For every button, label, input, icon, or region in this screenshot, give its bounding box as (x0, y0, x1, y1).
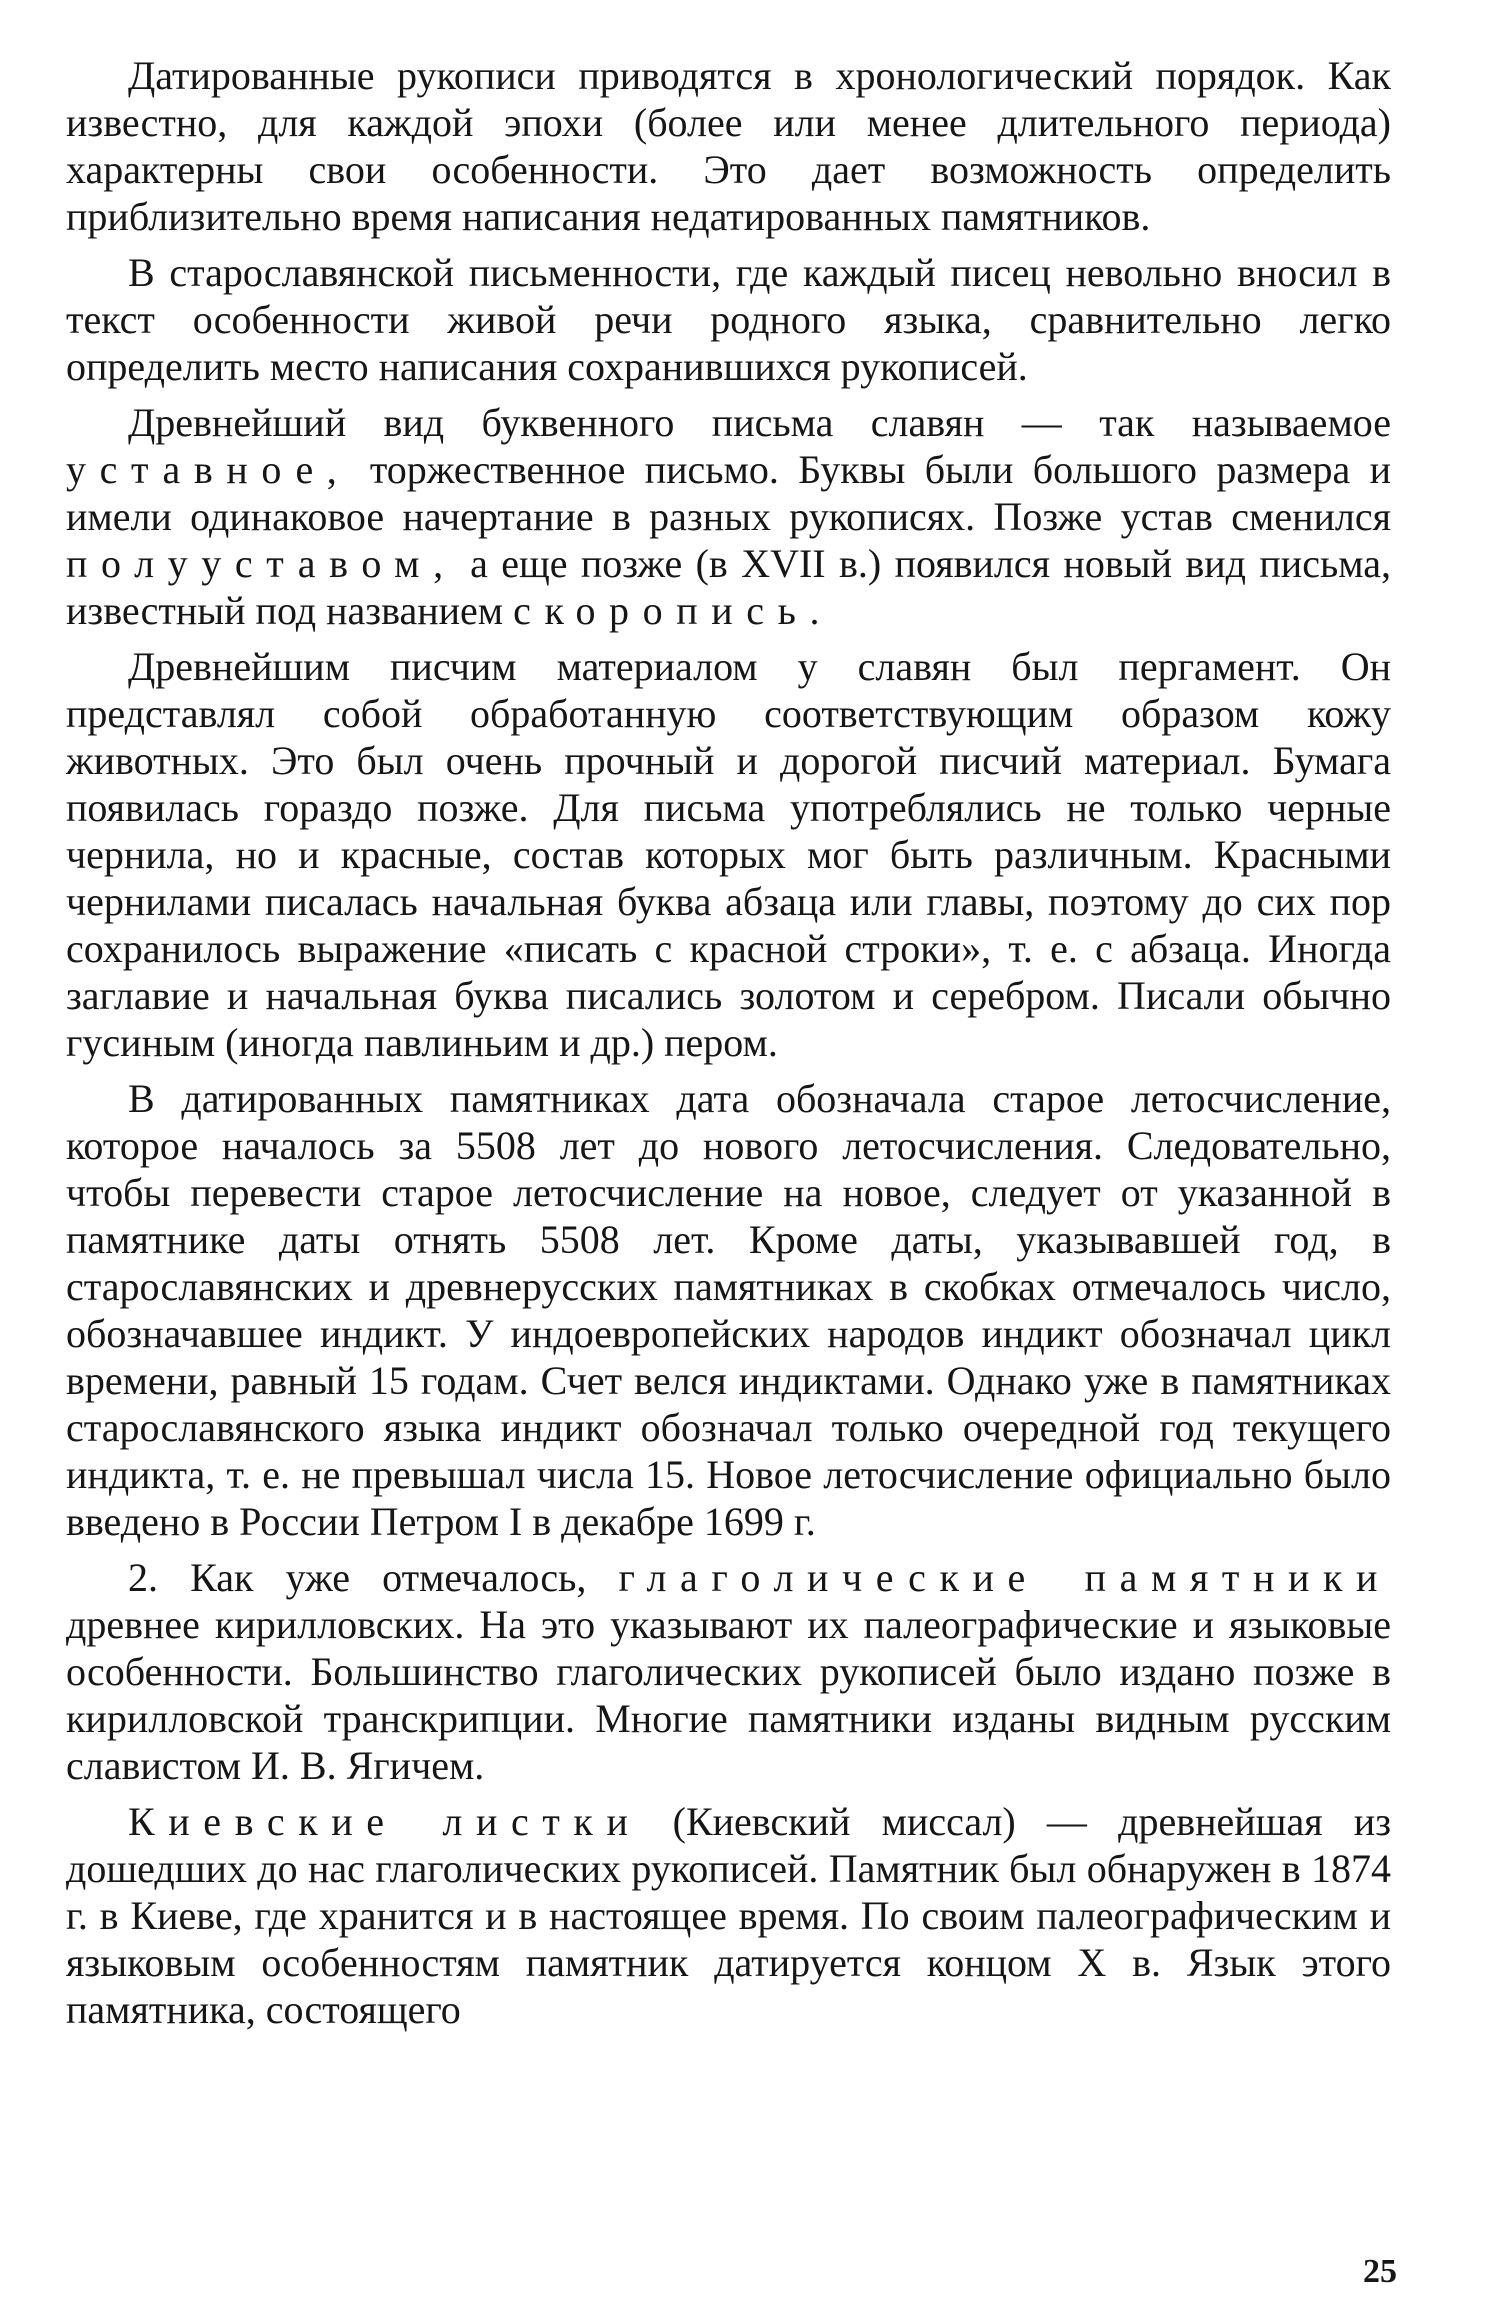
term-kiev-leaflets: Киевские листки (128, 1799, 642, 1844)
term-ustav: уставное, (66, 447, 351, 492)
paragraph-script-types (66, 399, 1391, 634)
paragraph-dated-manuscripts: Датированные рукописи приводятся в хронологический порядок. Как известно, для каждой эпохи (более или менее длительного периода) характерны свои особенности. Это дает возможность определить приблизительно время написания недатированных памятников. (66, 53, 1391, 239)
page-text (66, 52, 1391, 2042)
paragraph-chronology: В датированных памятниках дата обозначала старое летосчисление, которое началось за 5508 лет до нового летосчисления. Следовательно, чтобы перевести старое летосчисление на новое, следует от указанной в памятнике даты отнять 5508 лет. Кроме даты, указывавшей год, в старославянских и древнерусских памятниках в скобках отмечалось число, обозначавшее индикт. У индоевропейских народов индикт обозначал цикл времени, равный 15 годам. Счет велся индиктами. Однако уже в памятниках старославянского языка индикт обозначал только очередной год текущего индикта, т. е. не превышал числа 15. Новое летосчисление официально было введено в России Петром I в декабре 1699 г. (66, 1076, 1391, 1544)
page-number: 25 (1363, 2253, 1397, 2290)
text-segment: 2. Как уже отмечалось, (128, 1555, 619, 1600)
text-segment: торжественное письмо. Буквы были большого размера и имели одинаковое начертание в разных рукописях. Позже устав сменился (66, 447, 1391, 539)
paragraph-old-slavonic-writing: В старославянской письменности, где каждый писец невольно вносил в текст особенности живой речи родного языка, сравнительно легко определить место написания сохранившихся рукописей. (66, 250, 1391, 389)
paragraph-glagolitic (66, 1554, 1391, 1789)
term-poluustav: полууставом, (66, 541, 457, 586)
text-segment: Древнейший вид буквенного письма славян — так называемое (128, 400, 1391, 445)
term-skoropis: скоропись. (513, 588, 834, 633)
paragraph-writing-materials: Древнейшим писчим материалом у славян был пергамент. Он представлял собой обработанную соответствующим образом кожу животных. Это был очень прочный и дорогой писчий материал. Бумага появилась гораздо позже. Для письма употреблялись не только черные чернила, но и красные, состав которых мог быть различным. Красными чернилами писалась начальная буква абзаца или главы, поэтому до сих пор сохранилось выражение «писать с красной строки», т. е. с абзаца. Иногда заглавие и начальная буква писались золотом и серебром. Писали обычно гусиным (иногда павлиньим и др.) пером. (66, 644, 1391, 1065)
text-segment: (Киевский миссал) — древнейшая из дошедших до нас глаголических рукописей. Памятник был обнаружен в 1874 г. в Киеве, где хранится и в настоящее время. По своим палеографическим и языковым особенностям памятник датируется концом X в. Язык этого памятника, состоящего (66, 1799, 1391, 2032)
term-glagolitic-monuments: глаголические памятники (618, 1555, 1392, 1600)
paragraph-kiev-leaflets (66, 1798, 1391, 2033)
text-segment: а еще позже (в XVII в.) появился новый вид письма, известный под названием (66, 541, 1391, 633)
text-segment: древнее кирилловских. На это указывают их палеографические и языковые особенности. Большинство глаголических рукописей было издано позже в кирилловской транскрипции. Многие памятники изданы видным русским славистом И. В. Ягичем. (66, 1602, 1391, 1788)
